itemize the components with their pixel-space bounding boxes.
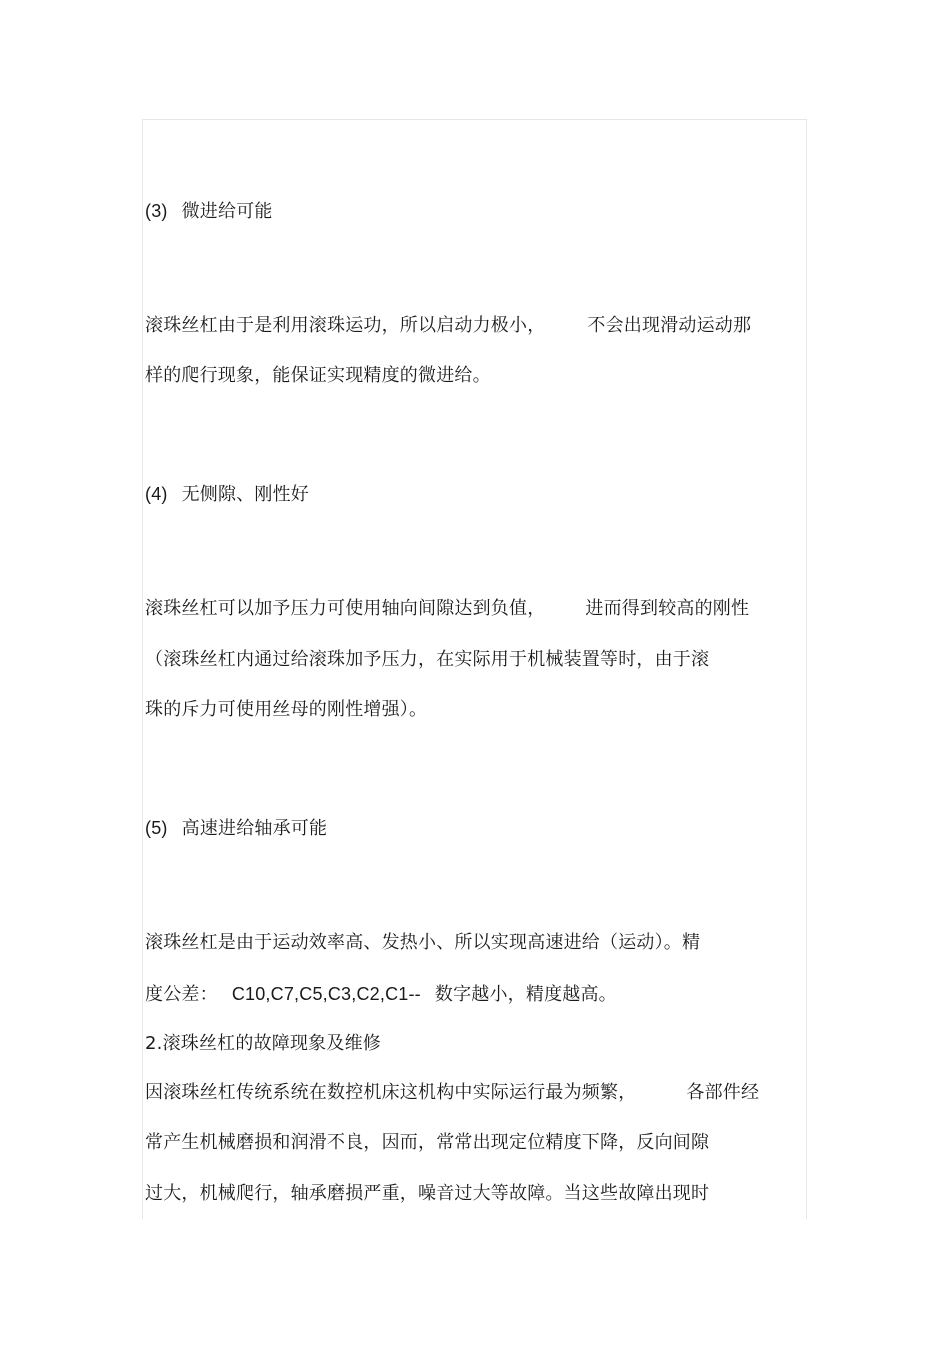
paragraph-6-line-1	[145, 1081, 759, 1105]
section-number: (4)	[145, 484, 168, 504]
text-span: 滚珠丝杠可以加予压力可使用轴向间隙达到负值，	[145, 598, 546, 619]
section-3-heading	[145, 199, 273, 224]
paragraph-3-line-2: 样的爬行现象，能保证实现精度的微进给。	[145, 365, 491, 386]
text-span: 进而得到较高的刚性	[585, 598, 750, 619]
paragraph-3-line-1	[145, 314, 751, 338]
text-span: 滚珠丝杠由于是利用滚珠运功，所以启动力极小，	[145, 315, 546, 336]
paragraph-4-line-3: 珠的斥力可使用丝母的刚性增强）。	[145, 699, 428, 720]
paragraph-5-line-2	[145, 982, 617, 1007]
text-span: 不会出现滑动运动那	[587, 315, 752, 336]
text-span: 各部件经	[686, 1082, 760, 1103]
text-span: 度公差：	[145, 984, 218, 1005]
section-5-heading	[145, 816, 327, 841]
paragraph-4-line-1	[145, 597, 749, 621]
section-title: 无侧隙、刚性好	[181, 484, 310, 505]
text-span: 数字越小，精度越高。	[434, 984, 617, 1005]
paragraph-6-line-2: 常产生机械磨损和润滑不良，因而，常常出现定位精度下降，反向间隙	[145, 1132, 710, 1153]
paragraph-5-line-1: 滚珠丝杠是由于运动效率高、发热小、所以实现高速进给（运动）。精	[145, 932, 701, 953]
section-number: (3)	[145, 201, 168, 221]
section-2-heading: 2.滚珠丝杠的故障现象及维修	[145, 1033, 381, 1054]
section-number: (5)	[145, 818, 168, 838]
text-span: C10,C7,C5,C3,C2,C1--	[231, 984, 421, 1004]
section-4-heading	[145, 482, 309, 507]
paragraph-4-line-2: （滚珠丝杠内通过给滚珠加予压力，在实际用于机械装置等时，由于滚	[145, 649, 710, 670]
text-span: 因滚珠丝杠传统系统在数控机床这机构中实际运行最为频繁，	[145, 1082, 637, 1103]
section-title: 高速进给轴承可能	[181, 818, 328, 839]
paragraph-6-line-3: 过大，机械爬行，轴承磨损严重，噪音过大等故障。当这些故障出现时	[145, 1183, 710, 1204]
section-title: 微进给可能	[181, 201, 273, 222]
